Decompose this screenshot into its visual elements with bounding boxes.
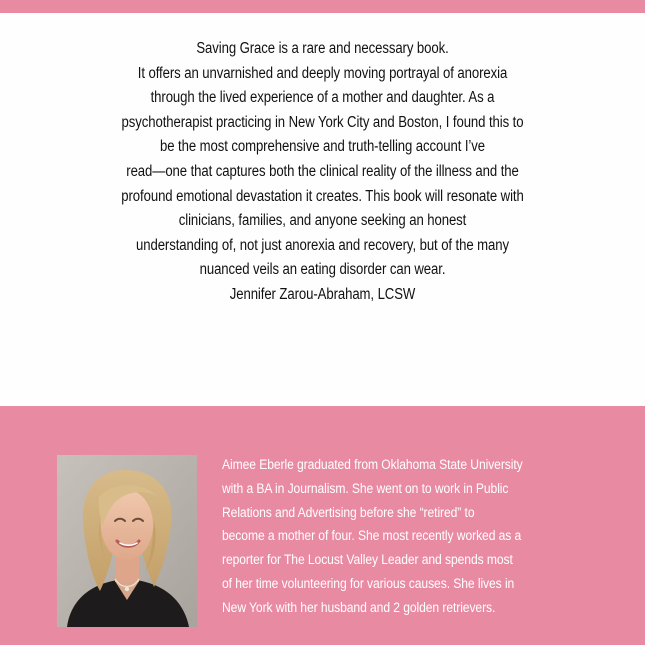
testimonial-panel [0, 13, 645, 406]
bio-line: Relations and Advertising before she “retired” to [222, 503, 475, 520]
quote-line: through the lived experience of a mother and daughter. As a [150, 89, 495, 107]
bio-line: with a BA in Journalism. She went on to work in Public [222, 479, 509, 496]
bio-line: New York with her husband and 2 golden retrievers. [222, 598, 496, 615]
bio-line: Aimee Eberle graduated from Oklahoma State University [222, 456, 523, 472]
author-bio-panel [0, 406, 645, 645]
quote-line: be the most comprehensive and truth-telling account I’ve [160, 138, 485, 156]
quote-line: nuanced veils an eating disorder can wear. [199, 261, 446, 279]
author-bio [222, 453, 622, 620]
author-portrait-icon [57, 455, 197, 627]
bio-line: reporter for The Locust Valley Leader and spends most [222, 551, 513, 568]
quote-line: It offers an unvarnished and deeply moving portrayal of anorexia [137, 64, 508, 82]
quote-attribution: Jennifer Zarou-Abraham, LCSW [229, 285, 416, 303]
quote-line: psychotherapist practicing in New York City and Boston, I found this to [121, 113, 524, 131]
bio-line: of her time volunteering for various causes. She lives in [222, 574, 515, 591]
testimonial-quote [0, 37, 645, 308]
quote-line: understanding of, not just anorexia and recovery, but of the many [136, 236, 509, 254]
quote-line: clinicians, families, and anyone seeking an honest [178, 212, 467, 230]
quote-line: Saving Grace is a rare and necessary book. [196, 40, 449, 57]
quote-line: profound emotional devastation it creates. This book will resonate with [121, 187, 524, 205]
top-pink-band [0, 0, 645, 13]
bio-line: become a mother of four. She most recently worked as a [222, 527, 522, 544]
author-photo [57, 455, 197, 627]
quote-line: read—one that captures both the clinical reality of the illness and the [126, 162, 519, 180]
